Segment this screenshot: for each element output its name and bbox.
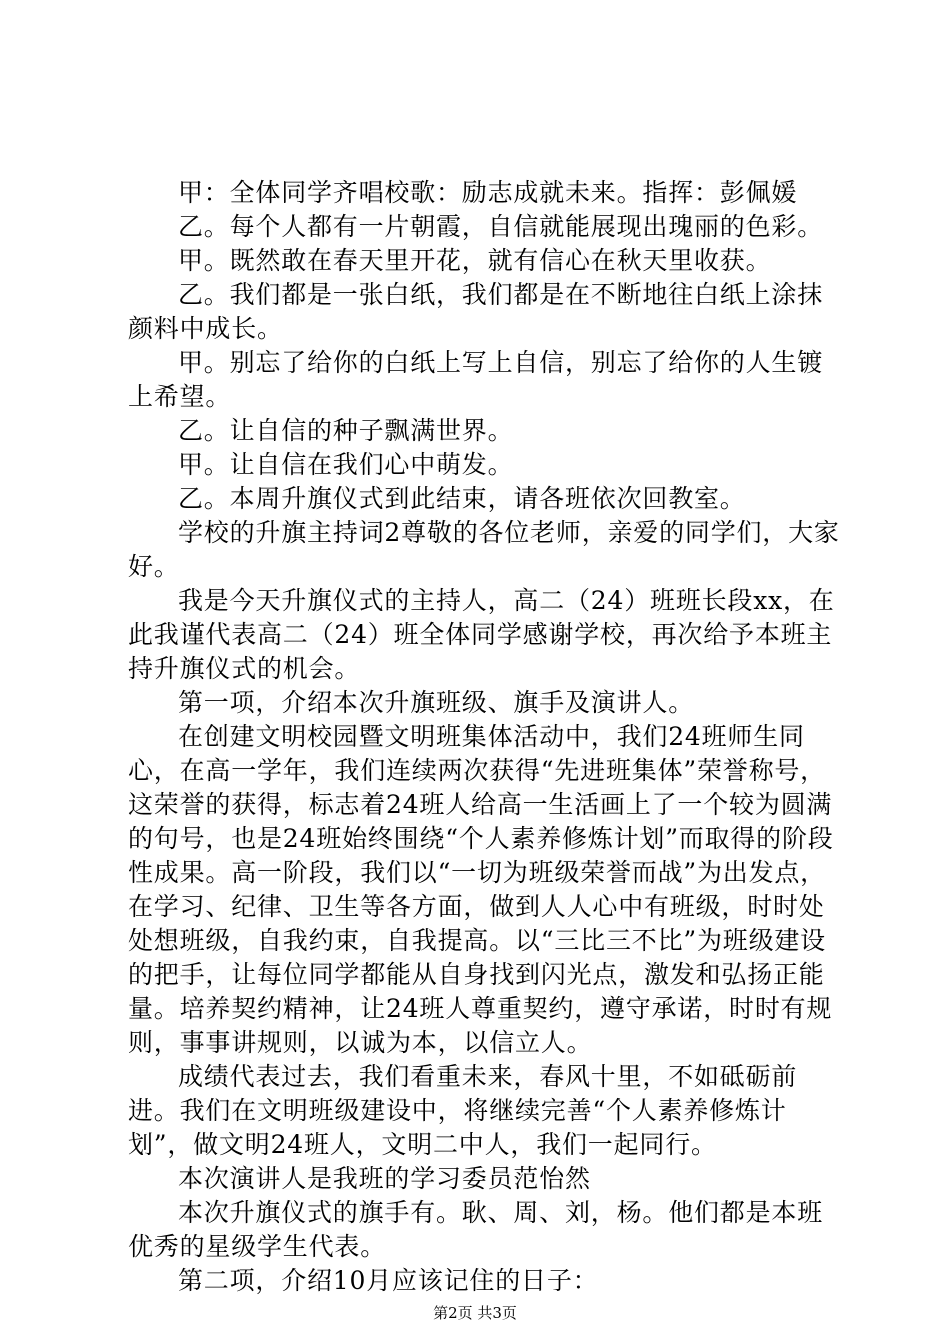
paragraph: 乙。每个人都有一片朝霞，自信就能展现出瑰丽的色彩。 bbox=[178, 212, 824, 241]
paragraph: 乙。本周升旗仪式到此结束，请各班依次回教室。 bbox=[178, 484, 746, 513]
paragraph: 成绩代表过去，我们看重未来，春风十里，不如砥砺前进。我们在文明班级建设中，将继续完善“个人素养修炼计划”，做文明24班人，文明二中人，我们一起同行。 bbox=[128, 1062, 798, 1159]
paragraph: 乙。我们都是一张白纸，我们都是在不断地往白纸上涂抹颜料中成长。 bbox=[128, 280, 824, 343]
paragraph: 在创建文明校园暨文明班集体活动中，我们24班师生同心，在高一学年，我们连续两次获得“先进班集体”荣誉称号，这荣誉的获得，标志着24班人给高一生活画上了一个较为圆满的句号，也是24班始终围绕“个人素养修炼计划”而取得的阶段性成果。高一阶段，我们以“一切为班级荣誉而战”为出发点，在学习、纪律、卫生等各方面，做到人人心中有班级，时时处处想班级，自我约束，自我提高。以“三比三不比”为班级建设的把手，让每位同学都能从自身找到闪光点，激发和弘扬正能量。培养契约精神，让24班人尊重契约，遵守承诺，时时有规则，事事讲规则，以诚为本，以信立人。 bbox=[128, 722, 834, 1057]
paragraph: 甲。既然敢在春天里开花，就有信心在秋天里收获。 bbox=[178, 246, 772, 275]
paragraph: 乙。让自信的种子飘满世界。 bbox=[178, 416, 514, 445]
paragraph: 甲。别忘了给你的白纸上写上自信，别忘了给你的人生镀上希望。 bbox=[128, 348, 824, 411]
paragraph: 本次升旗仪式的旗手有。耿、周、刘，杨。他们都是本班优秀的星级学生代表。 bbox=[128, 1198, 824, 1261]
paragraph: 甲：全体同学齐唱校歌：励志成就未来。指挥：彭佩媛 bbox=[178, 178, 798, 207]
paragraph: 我是今天升旗仪式的主持人，高二（24）班班长段xx，在此我谨代表高二（24）班全体同学感谢学校，再次给予本班主持升旗仪式的机会。 bbox=[128, 586, 835, 683]
page-footer bbox=[0, 1303, 950, 1323]
paragraph: 甲。让自信在我们心中萌发。 bbox=[178, 450, 514, 479]
document-body bbox=[128, 176, 840, 1298]
paragraph: 学校的升旗主持词2尊敬的各位老师，亲爱的同学们，大家好。 bbox=[128, 518, 840, 581]
page-number-label: 第2页 共3页 bbox=[433, 1304, 517, 1322]
paragraph: 第二项，介绍10月应该记住的日子： bbox=[178, 1266, 599, 1295]
paragraph: 第一项，介绍本次升旗班级、旗手及演讲人。 bbox=[178, 688, 695, 717]
paragraph: 本次演讲人是我班的学习委员范怡然 bbox=[178, 1164, 591, 1193]
